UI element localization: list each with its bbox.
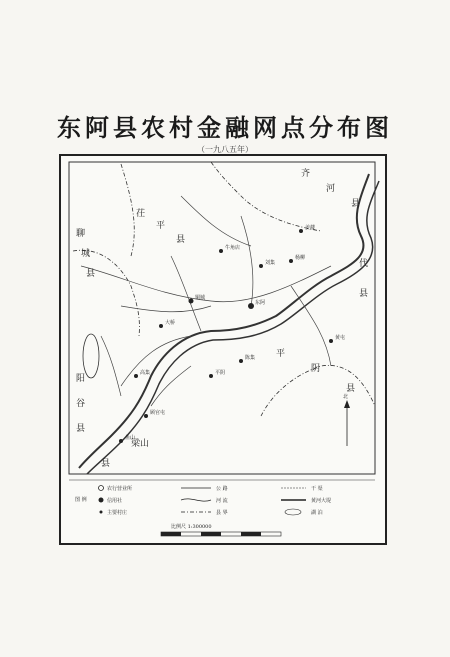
label-dai-a: 代	[359, 259, 369, 269]
label-yang-c: 县	[76, 424, 86, 434]
place-label: 铜城	[195, 295, 206, 301]
legend-heading: 图 例	[75, 497, 87, 503]
map-frame	[59, 154, 387, 545]
place-label: 平阴	[215, 370, 226, 376]
marker-gaoji	[134, 374, 138, 378]
legend-road: 公 路	[216, 486, 228, 492]
north-arrow-icon	[343, 393, 350, 446]
place-label: 东阿	[255, 300, 266, 306]
legend-coop-icon	[99, 498, 104, 503]
legend	[69, 480, 375, 536]
label-pingyin-c: 县	[346, 384, 356, 394]
place-label: 陈集	[245, 355, 256, 361]
place-label: 刘集	[265, 260, 276, 266]
label-liangshan-b: 县	[101, 459, 111, 469]
marker-daqiao	[159, 324, 163, 328]
legend-station-icon	[100, 511, 103, 514]
place-label: 杨柳	[295, 255, 306, 261]
label-chiping-b: 平	[156, 221, 166, 231]
north-label: 北	[343, 394, 349, 400]
marker-jianglou	[299, 229, 303, 233]
place-label: 大桥	[165, 320, 176, 326]
legend-dike: 黄河大堤	[311, 498, 332, 504]
marker-pingyin-town	[209, 374, 213, 378]
label-yang-a: 阳	[76, 374, 86, 384]
yellow-river	[79, 174, 379, 474]
place-label: 顾官屯	[150, 410, 166, 416]
map-year: （一九八五年）	[197, 145, 253, 154]
scale-bar	[161, 532, 281, 536]
map-inner-border	[69, 162, 375, 474]
legend-river: 河 流	[216, 498, 228, 504]
label-liangshan-a: 梁山	[131, 439, 150, 449]
place-label: 姜楼	[305, 225, 316, 231]
label-chiping-c: 县	[176, 235, 186, 245]
marker-yangliu	[289, 259, 293, 263]
label-yang-b: 谷	[76, 399, 86, 409]
place-label: 高集	[140, 370, 151, 376]
legend-canal: 干 渠	[311, 486, 323, 492]
scale-text: 比例尺 1:300000	[171, 524, 212, 530]
legend-lake-shape	[285, 509, 301, 515]
legend-boundary: 县 界	[216, 510, 228, 516]
marker-dongE	[248, 303, 254, 309]
place-label: 黄屯	[335, 335, 346, 341]
label-liao-c: 县	[86, 269, 96, 279]
legend-river-line	[181, 499, 211, 501]
road-network	[81, 196, 331, 406]
label-liao-b: 城	[81, 249, 91, 259]
label-dai-b: 县	[359, 289, 369, 299]
marker-guguantun	[144, 414, 148, 418]
label-pingyin-b: 阴	[311, 364, 321, 374]
label-chiping-a: 茌	[136, 209, 146, 219]
label-liao-a: 聊	[76, 229, 86, 239]
label-pingyin-a: 平	[276, 349, 286, 359]
place-label: 牛角店	[225, 245, 241, 251]
label-qi-b: 河	[326, 184, 336, 194]
place-label: 鱼山	[125, 435, 136, 441]
legend-bank: 农行营业所	[107, 486, 133, 492]
lake-shape	[83, 334, 99, 378]
map-title: 东阿县农村金融网点分布图	[57, 113, 393, 142]
marker-huangtun	[329, 339, 333, 343]
legend-lake: 湖 泊	[311, 510, 323, 516]
marker-niujiaodian	[219, 249, 223, 253]
marker-chenji	[239, 359, 243, 363]
marker-liuji	[259, 264, 263, 268]
marker-tongcheng	[189, 299, 194, 304]
marker-yushan	[119, 439, 123, 443]
legend-station: 主要村庄	[107, 510, 128, 516]
map-canvas	[61, 156, 385, 543]
legend-coop: 信用社	[107, 498, 123, 504]
label-qi-a: 齐	[301, 169, 311, 179]
label-qi-c: 县	[351, 199, 361, 209]
legend-bank-icon	[99, 486, 104, 491]
